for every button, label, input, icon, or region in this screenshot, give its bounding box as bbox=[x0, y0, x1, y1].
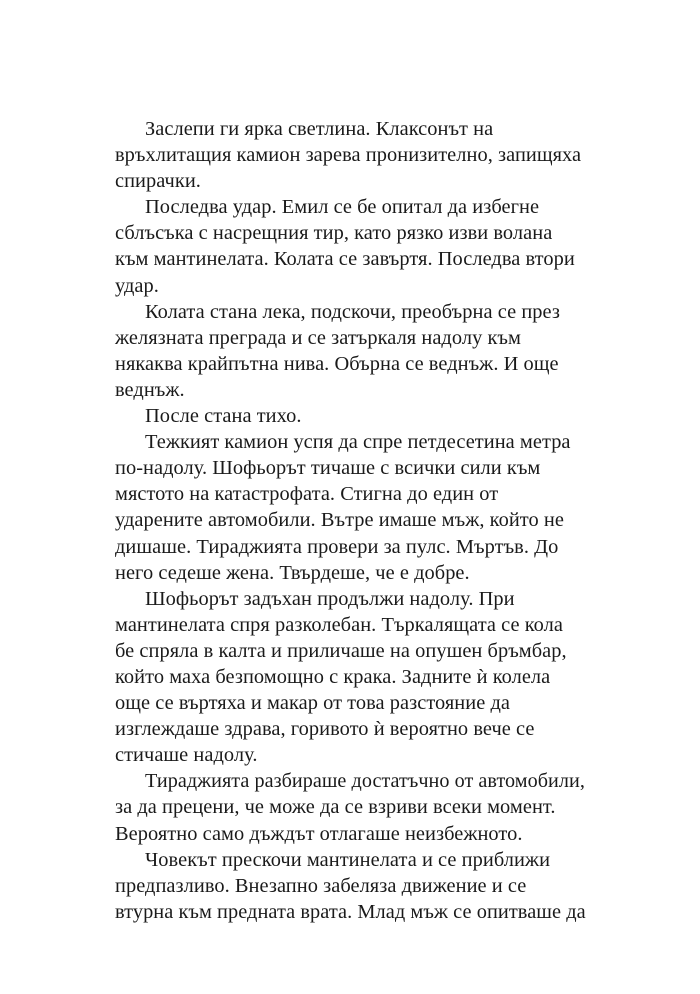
paragraph-first-line: Човекът прескочи мантинелата и се приближи bbox=[145, 848, 551, 871]
text-line: някаква крайпътна нива. Обърна се веднъж. И още bbox=[115, 352, 559, 375]
page-body-text bbox=[115, 116, 585, 925]
text-line: сблъсъка с насрещния тир, като рязко изви волана bbox=[115, 222, 553, 245]
text-line: спирачки. bbox=[115, 170, 201, 193]
text-line: връхлитащия камион зарева пронизително, запищяха bbox=[115, 144, 582, 167]
text-line: удар. bbox=[115, 274, 159, 297]
paragraph-first-line: Тираджията разбираше достатъчно от автомобили, bbox=[145, 770, 585, 793]
text-line: веднъж. bbox=[115, 378, 185, 401]
paragraph-first-line: После стана тихо. bbox=[145, 405, 302, 428]
text-line: ударените автомобили. Вътре имаше мъж, който не bbox=[115, 509, 564, 532]
text-line: мястото на катастрофата. Стигна до един от bbox=[115, 483, 499, 506]
text-line: втурна към предната врата. Млад мъж се опитваше да bbox=[115, 900, 586, 923]
text-line: желязната преграда и се затъркаля надолу към bbox=[115, 326, 521, 349]
text-line: по-надолу. Шофьорът тичаше с всички сили към bbox=[115, 457, 541, 480]
text-line: стичаше надолу. bbox=[115, 744, 258, 767]
text-line: още се въртяха и макар от това разстояние да bbox=[115, 692, 510, 715]
text-line: който маха безпомощно с крака. Задните ѝ колела bbox=[115, 665, 551, 688]
text-line: него седеше жена. Твърдеше, че е добре. bbox=[115, 561, 470, 584]
text-line: мантинелата спря разколебан. Търкалящата се кола bbox=[115, 613, 563, 636]
paragraph-first-line: Колата стана лека, подскочи, преобърна се през bbox=[145, 300, 560, 323]
text-line: за да прецени, че може да се взриви всеки момент. bbox=[115, 796, 556, 819]
paragraph-first-line: Последва удар. Емил се бе опитал да избегне bbox=[145, 196, 540, 219]
text-line: дишаше. Тираджията провери за пулс. Мъртъв. До bbox=[115, 535, 559, 558]
paragraph-first-line: Заслепи ги ярка светлина. Клаксонът на bbox=[145, 118, 494, 140]
text-line: изглеждаше здрава, горивото ѝ вероятно вече се bbox=[115, 718, 535, 741]
paragraph-first-line: Шофьорът задъхан продължи надолу. При bbox=[145, 587, 515, 610]
paragraph-first-line: Тежкият камион успя да спре петдесетина метра bbox=[145, 431, 571, 454]
text-line: към мантинелата. Колата се завъртя. Последва втори bbox=[115, 248, 575, 271]
text-line: бе спряла в калта и приличаше на опушен бръмбар, bbox=[115, 639, 567, 662]
text-line: Вероятно само дъждът отлагаше неизбежното. bbox=[115, 822, 523, 845]
text-line: предпазливо. Внезапно забеляза движение и се bbox=[115, 874, 527, 897]
